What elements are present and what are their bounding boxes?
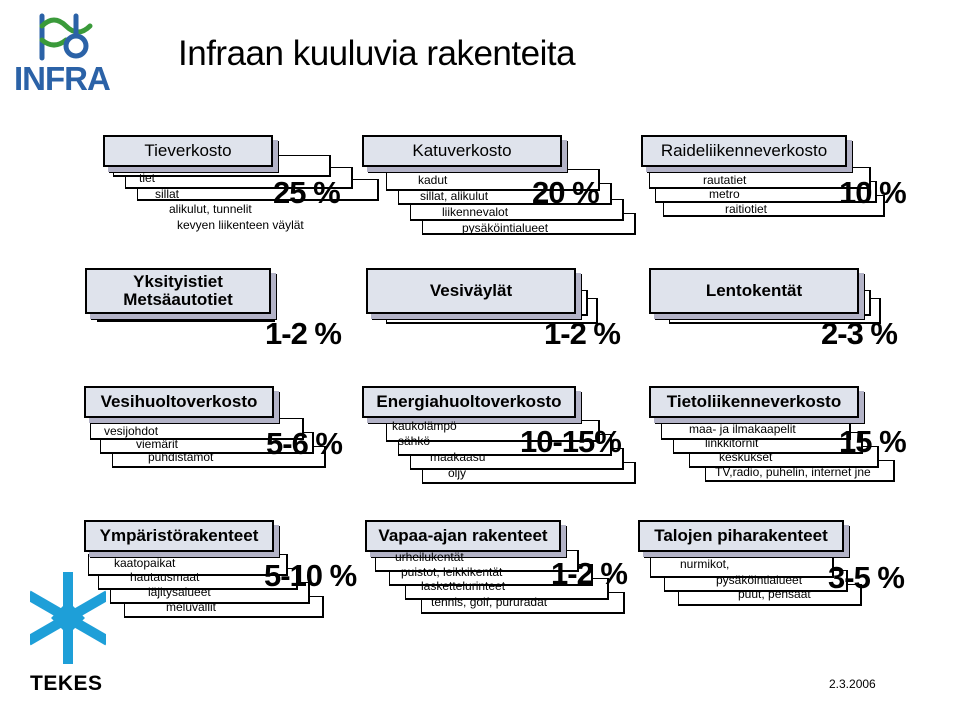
list-item: kevyen liikenteen väylät <box>177 218 304 232</box>
section-heading: Raideliikenneverkosto <box>641 135 847 167</box>
section-heading: Vesihuoltoverkosto <box>84 386 274 418</box>
share-percent: 1-2 % <box>551 556 627 591</box>
list-item: sillat <box>155 187 180 201</box>
page-title: Infraan kuuluvia rakenteita <box>178 34 576 73</box>
list-item: raitiotiet <box>725 202 768 216</box>
list-item: vesijohdot <box>104 424 159 438</box>
list-item: laskettelurinteet <box>421 579 506 593</box>
section-heading: Tieverkosto <box>103 135 273 167</box>
share-percent: 5-6 % <box>266 426 342 461</box>
section-heading: Vapaa-ajan rakenteet <box>365 520 561 552</box>
card <box>649 167 871 189</box>
share-percent: 1-2 % <box>265 316 341 351</box>
list-item: viemärit <box>136 437 179 451</box>
section-heading: Vesiväylät <box>366 268 576 314</box>
list-item: puhdistamot <box>148 450 214 464</box>
tekes-snowflake-icon <box>30 570 106 671</box>
list-item: pysäköintialueet <box>462 221 549 235</box>
list-item: hautausmaat <box>130 570 200 584</box>
list-item: nurmikot, <box>680 557 730 571</box>
section-heading: Lentokentät <box>649 268 859 314</box>
list-item: öljy <box>448 466 467 480</box>
section-heading: Ympäristörakenteet <box>84 520 274 552</box>
list-item: tiet <box>139 171 156 185</box>
list-item: sillat, alikulut <box>420 189 489 203</box>
list-item: linkkitornit <box>705 436 759 450</box>
section-heading: Tietoliikenneverkosto <box>649 386 859 418</box>
list-item: puistot, leikkikentät <box>401 565 503 579</box>
share-percent: 2-3 % <box>821 316 897 351</box>
list-item: rautatiet <box>703 173 747 187</box>
infra-logo-text: INFRA <box>14 60 110 97</box>
list-item: kaukolämpö <box>392 419 457 433</box>
list-item: keskukset <box>719 450 773 464</box>
share-percent: 25 % <box>273 175 340 210</box>
list-item: pysäköintialueet <box>716 573 803 587</box>
share-percent: 15 % <box>839 424 906 459</box>
share-percent: 1-2 % <box>544 316 620 351</box>
list-item: kaatopaikat <box>114 556 176 570</box>
tekes-logo-text: TEKES <box>30 672 103 695</box>
list-item: sähkö <box>398 434 431 448</box>
section-heading: Talojen piharakenteet <box>638 520 844 552</box>
list-item: maa- ja ilmakaapelit <box>689 422 796 436</box>
list-item: alikulut, tunnelit <box>169 202 252 216</box>
list-item: läjitysalueet <box>148 585 211 599</box>
list-item: meluvallit <box>166 600 217 614</box>
list-item: tennis, golf, pururadat <box>431 595 548 609</box>
list-item: urheilukentät <box>395 550 464 564</box>
section-heading: Energiahuoltoverkosto <box>362 386 576 418</box>
slide-date: 2.3.2006 <box>829 677 876 691</box>
share-percent: 10-15% <box>520 424 621 459</box>
share-percent: 10 % <box>839 175 906 210</box>
section-heading: Yksityistiet Metsäautotiet <box>85 268 271 314</box>
list-item: metro <box>709 187 740 201</box>
list-item: TV,radio, puhelin, internet jne <box>715 465 871 479</box>
section-heading: Katuverkosto <box>362 135 562 167</box>
list-item: maakaasu <box>430 450 486 464</box>
share-percent: 20 % <box>532 175 599 210</box>
share-percent: 3-5 % <box>828 560 904 595</box>
list-item: kadut <box>418 173 448 187</box>
list-item: liikennevalot <box>442 205 509 219</box>
share-percent: 5-10 % <box>264 558 357 593</box>
list-item: puut, pensaat <box>738 587 811 601</box>
